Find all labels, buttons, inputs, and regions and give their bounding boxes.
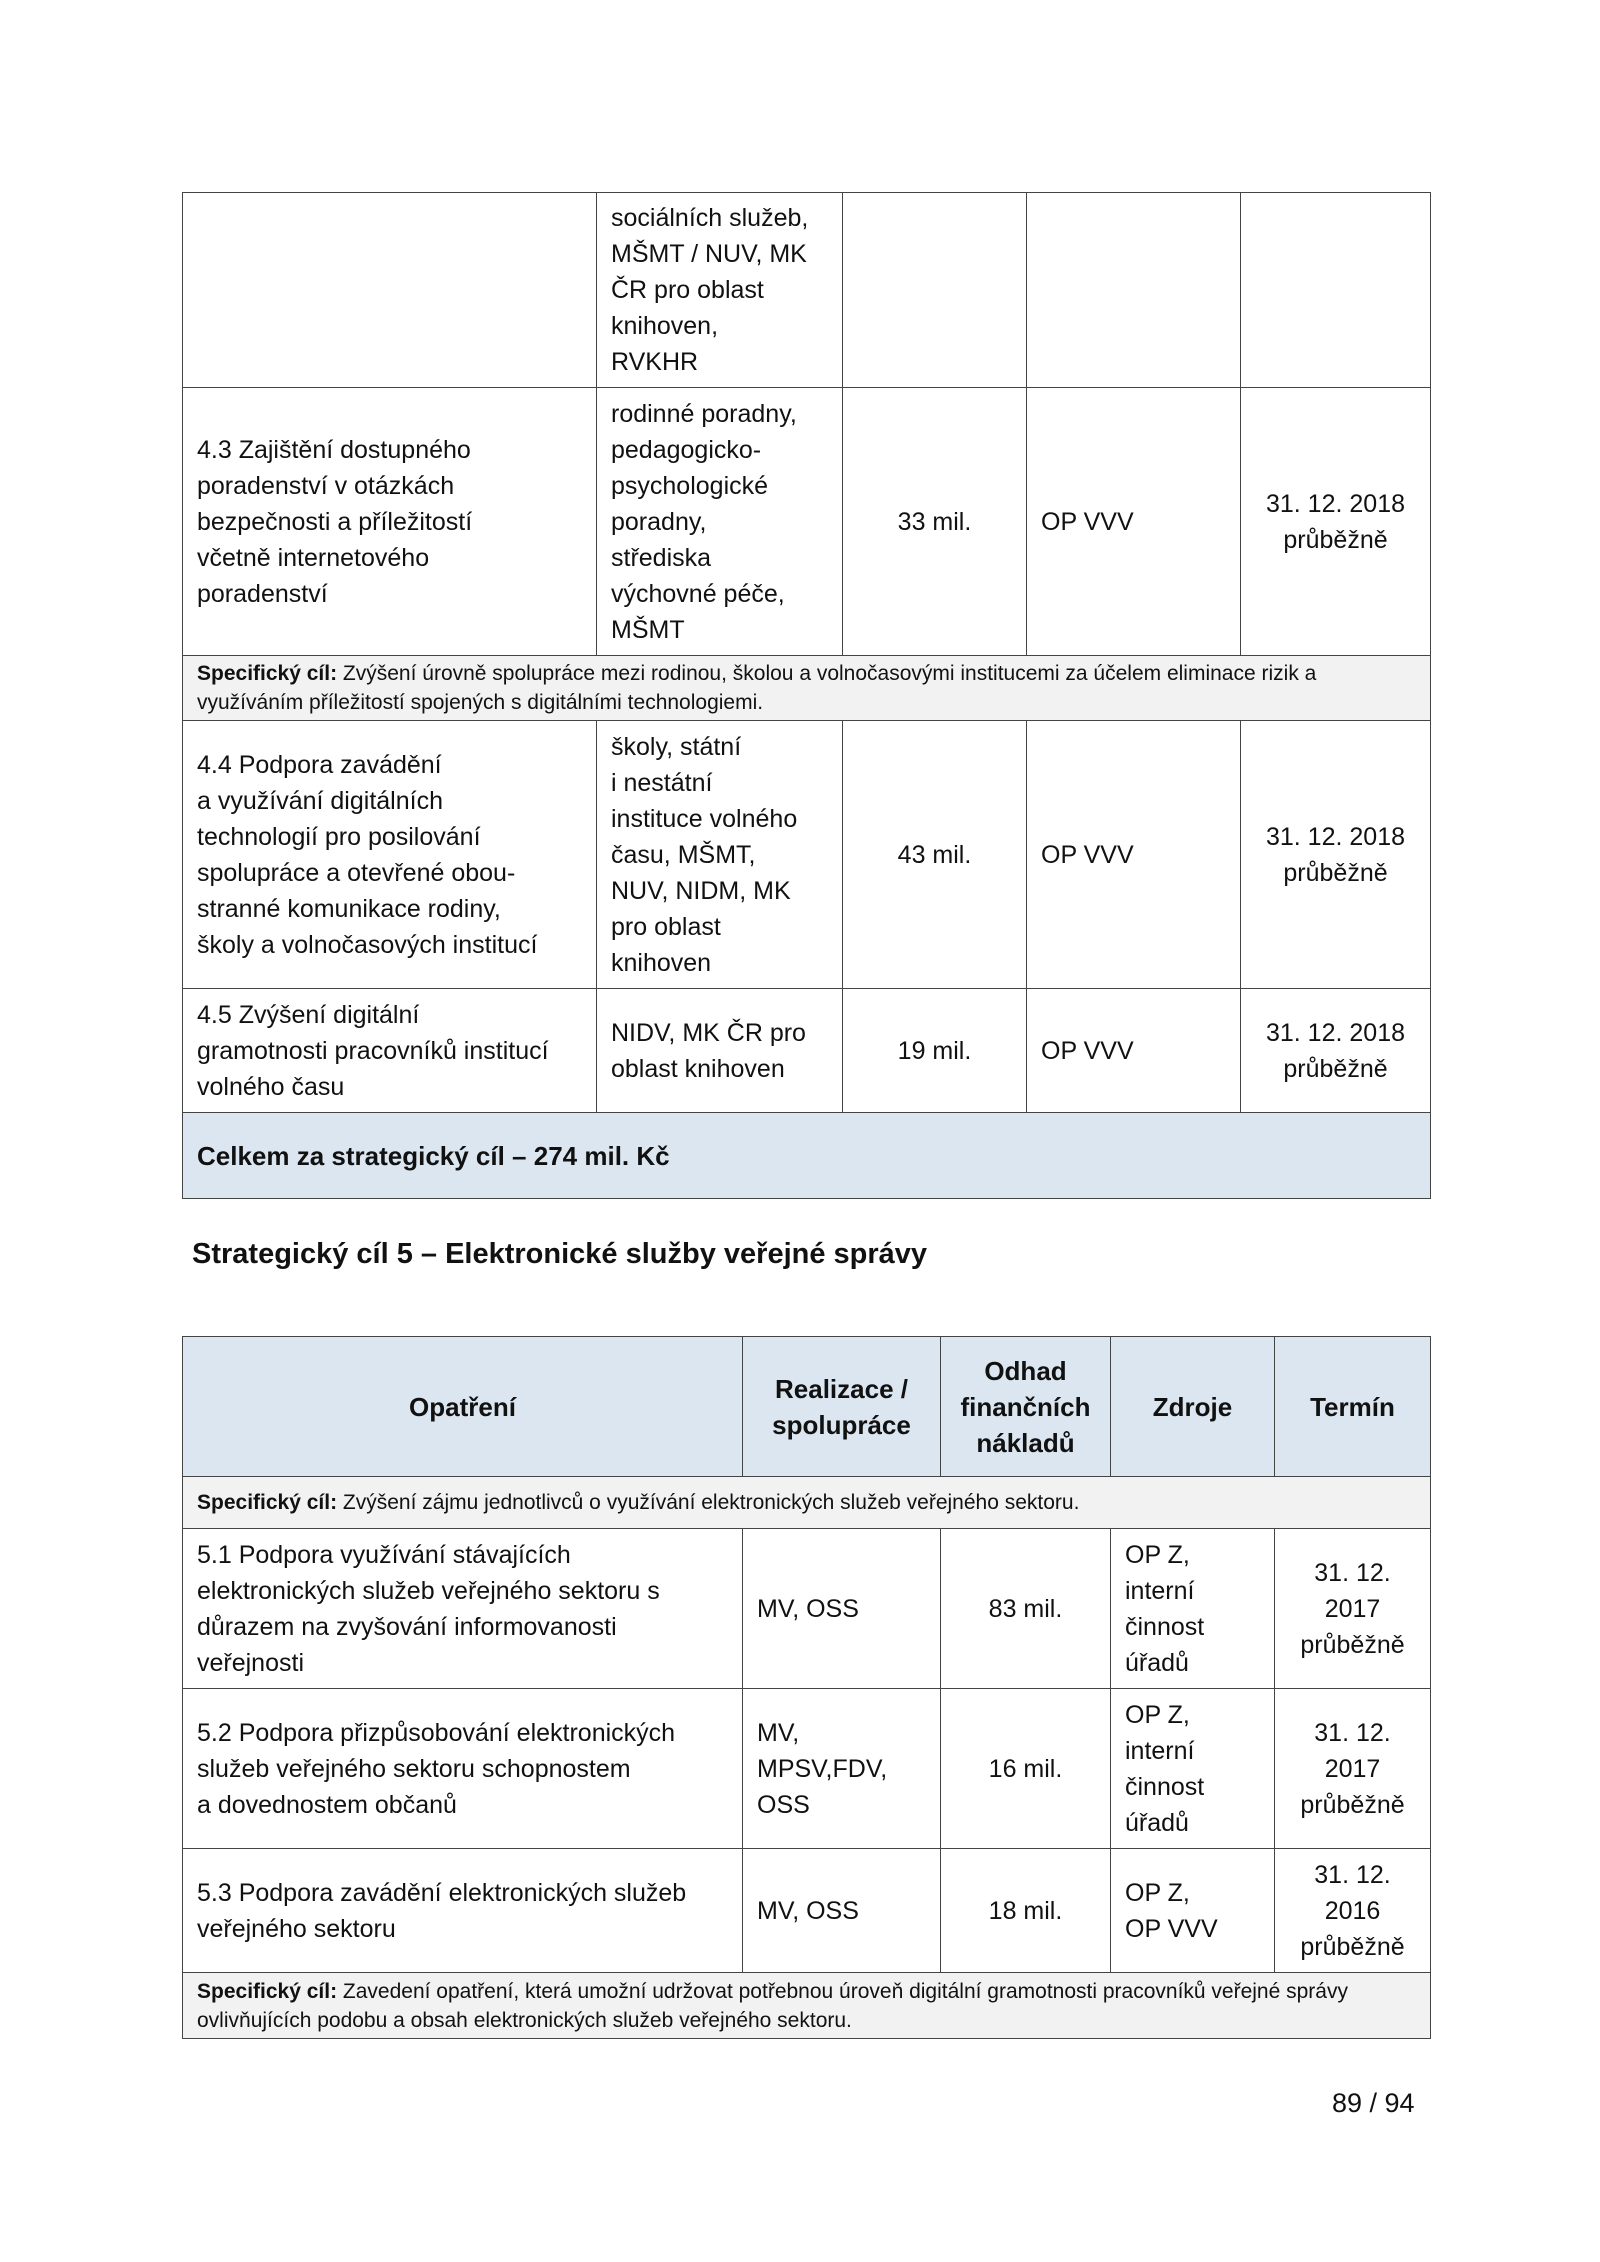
header-realizace-text: Realizace / spolupráce xyxy=(772,1373,911,1440)
measure-cell xyxy=(183,721,597,989)
termin-cell xyxy=(1241,989,1431,1113)
termin-text: 31. 12. 2018 průběžně xyxy=(1265,489,1405,554)
naklady-cell: 83 mil. xyxy=(941,1529,1111,1689)
realizace-cell xyxy=(743,1689,941,1849)
termin-cell xyxy=(1241,721,1431,989)
termin-text: 31. 12. 2016 průběžně xyxy=(1300,1860,1405,1961)
header-row xyxy=(183,1337,1431,1477)
realizace-text: sociálních služeb, MŠMT / NUV, MK ČR pro oblast knihoven, RVKHR xyxy=(611,204,809,376)
table-row xyxy=(183,721,1431,989)
header-naklady xyxy=(941,1337,1111,1477)
specific-goal-row xyxy=(183,656,1431,721)
total-row xyxy=(183,1113,1431,1199)
header-realizace xyxy=(743,1337,941,1477)
table-row xyxy=(183,1529,1431,1689)
table-row xyxy=(183,989,1431,1113)
measure-cell xyxy=(183,1849,743,1973)
specific-goal-cell xyxy=(183,1973,1431,2039)
realizace-cell xyxy=(597,989,843,1113)
realizace-cell xyxy=(597,388,843,656)
table-row xyxy=(183,388,1431,656)
specific-goal-cell xyxy=(183,656,1431,721)
specific-goal-text: Zvýšení zájmu jednotlivců o využívání elektronických služeb veřejného sektoru. xyxy=(337,1491,1080,1514)
zdroje-cell: OP VVV xyxy=(1027,721,1241,989)
measure-text: 4.5 Zvýšení digitální gramotnosti pracovníků institucí volného času xyxy=(197,1000,549,1101)
termin-text: 31. 12. 2018 průběžně xyxy=(1265,1018,1405,1083)
naklady-cell xyxy=(843,193,1027,388)
zdroje-cell xyxy=(1111,1529,1275,1689)
measure-text: 4.3 Zajištění dostupného poradenství v otázkách bezpečnosti a příležitostí včetně internetového poradenství xyxy=(197,435,473,608)
naklady-cell: 33 mil. xyxy=(843,388,1027,656)
header-opatreni: Opatření xyxy=(183,1337,743,1477)
measure-cell xyxy=(183,193,597,388)
realizace-cell xyxy=(597,721,843,989)
termin-cell xyxy=(1275,1689,1431,1849)
termin-cell xyxy=(1241,388,1431,656)
specific-goal-row xyxy=(183,1973,1431,2039)
realizace-cell xyxy=(743,1529,941,1689)
realizace-text: rodinné poradny, pedagogicko- psychologické poradny, střediska výchovné péče, MŠMT xyxy=(611,399,797,644)
zdroje-text: OP Z, interní činnost úřadů xyxy=(1125,1540,1205,1677)
measure-cell xyxy=(183,989,597,1113)
zdroje-cell xyxy=(1027,193,1241,388)
termin-text: 31. 12. 2018 průběžně xyxy=(1265,822,1405,887)
measure-text: 5.3 Podpora zavádění elektronických služeb veřejného sektoru xyxy=(197,1878,687,1943)
measure-text: 5.2 Podpora přizpůsobování elektronických služeb veřejného sektoru schopnostem a dovednostem občanů xyxy=(197,1718,676,1819)
realizace-text: MV, OSS xyxy=(757,1896,859,1925)
zdroje-cell: OP VVV xyxy=(1027,388,1241,656)
naklady-cell: 43 mil. xyxy=(843,721,1027,989)
zdroje-cell xyxy=(1111,1849,1275,1973)
termin-text: 31. 12. 2017 průběžně xyxy=(1300,1558,1405,1659)
measure-text: 5.1 Podpora využívání stávajících elektronických služeb veřejného sektoru s důrazem na zvyšování informovanosti veřejnosti xyxy=(197,1540,660,1677)
specific-goal-text: Zavedení opatření, která umožní udržovat potřebnou úroveň digitální gramotnosti pracovníků veřejné správy ovlivňujících podobu a obsah elektronických služeb veřejného sektoru. xyxy=(197,1979,1348,2032)
realizace-text: MV, MPSV,FDV, OSS xyxy=(757,1718,888,1819)
zdroje-text: OP Z, OP VVV xyxy=(1125,1878,1218,1943)
table-row xyxy=(183,193,1431,388)
specific-goal-row xyxy=(183,1477,1431,1529)
header-termin: Termín xyxy=(1275,1337,1431,1477)
naklady-cell: 18 mil. xyxy=(941,1849,1111,1973)
table-row xyxy=(183,1849,1431,1973)
specific-goal-text: Zvýšení úrovně spolupráce mezi rodinou, školou a volnočasovými institucemi za účelem eliminace rizik a využíváním příležitostí spojených s digitálními technologiemi. xyxy=(197,662,1317,714)
strategic-goal-5-table xyxy=(182,1336,1431,2039)
measure-cell xyxy=(183,388,597,656)
termin-text: 31. 12. 2017 průběžně xyxy=(1300,1718,1405,1819)
specific-goal-cell xyxy=(183,1477,1431,1529)
table-row xyxy=(183,1689,1431,1849)
total-cell: Celkem za strategický cíl – 274 mil. Kč xyxy=(183,1113,1431,1199)
realizace-cell xyxy=(597,193,843,388)
specific-goal-label: Specifický cíl: xyxy=(197,662,338,685)
zdroje-text: OP Z, interní činnost úřadů xyxy=(1125,1700,1205,1837)
specific-goal-label: Specifický cíl: xyxy=(197,1979,338,2003)
termin-cell xyxy=(1241,193,1431,388)
measure-cell xyxy=(183,1689,743,1849)
realizace-text: MV, OSS xyxy=(757,1594,859,1623)
strategic-goal-4-table xyxy=(182,192,1431,1199)
page-number: 89 / 94 xyxy=(1332,2088,1415,2118)
realizace-text: školy, státní i nestátní instituce volného času, MŠMT, NUV, NIDM, MK pro oblast knihoven xyxy=(611,732,798,977)
header-zdroje: Zdroje xyxy=(1111,1337,1275,1477)
termin-cell xyxy=(1275,1529,1431,1689)
zdroje-cell: OP VVV xyxy=(1027,989,1241,1113)
measure-text: 4.4 Podpora zavádění a využívání digitálních technologií pro posilování spolupráce a otevřené obou- stranné komunikace rodiny, školy a volnočasových institucí xyxy=(197,750,538,959)
section-heading: Strategický cíl 5 – Elektronické služby veřejné správy xyxy=(192,1238,928,1270)
naklady-cell: 16 mil. xyxy=(941,1689,1111,1849)
measure-cell xyxy=(183,1529,743,1689)
realizace-cell xyxy=(743,1849,941,1973)
termin-cell xyxy=(1275,1849,1431,1973)
zdroje-cell xyxy=(1111,1689,1275,1849)
header-naklady-text: Odhad finančních nákladů xyxy=(960,1355,1091,1458)
naklady-cell: 19 mil. xyxy=(843,989,1027,1113)
specific-goal-label: Specifický cíl: xyxy=(197,1491,338,1514)
realizace-text: NIDV, MK ČR pro oblast knihoven xyxy=(611,1018,806,1083)
